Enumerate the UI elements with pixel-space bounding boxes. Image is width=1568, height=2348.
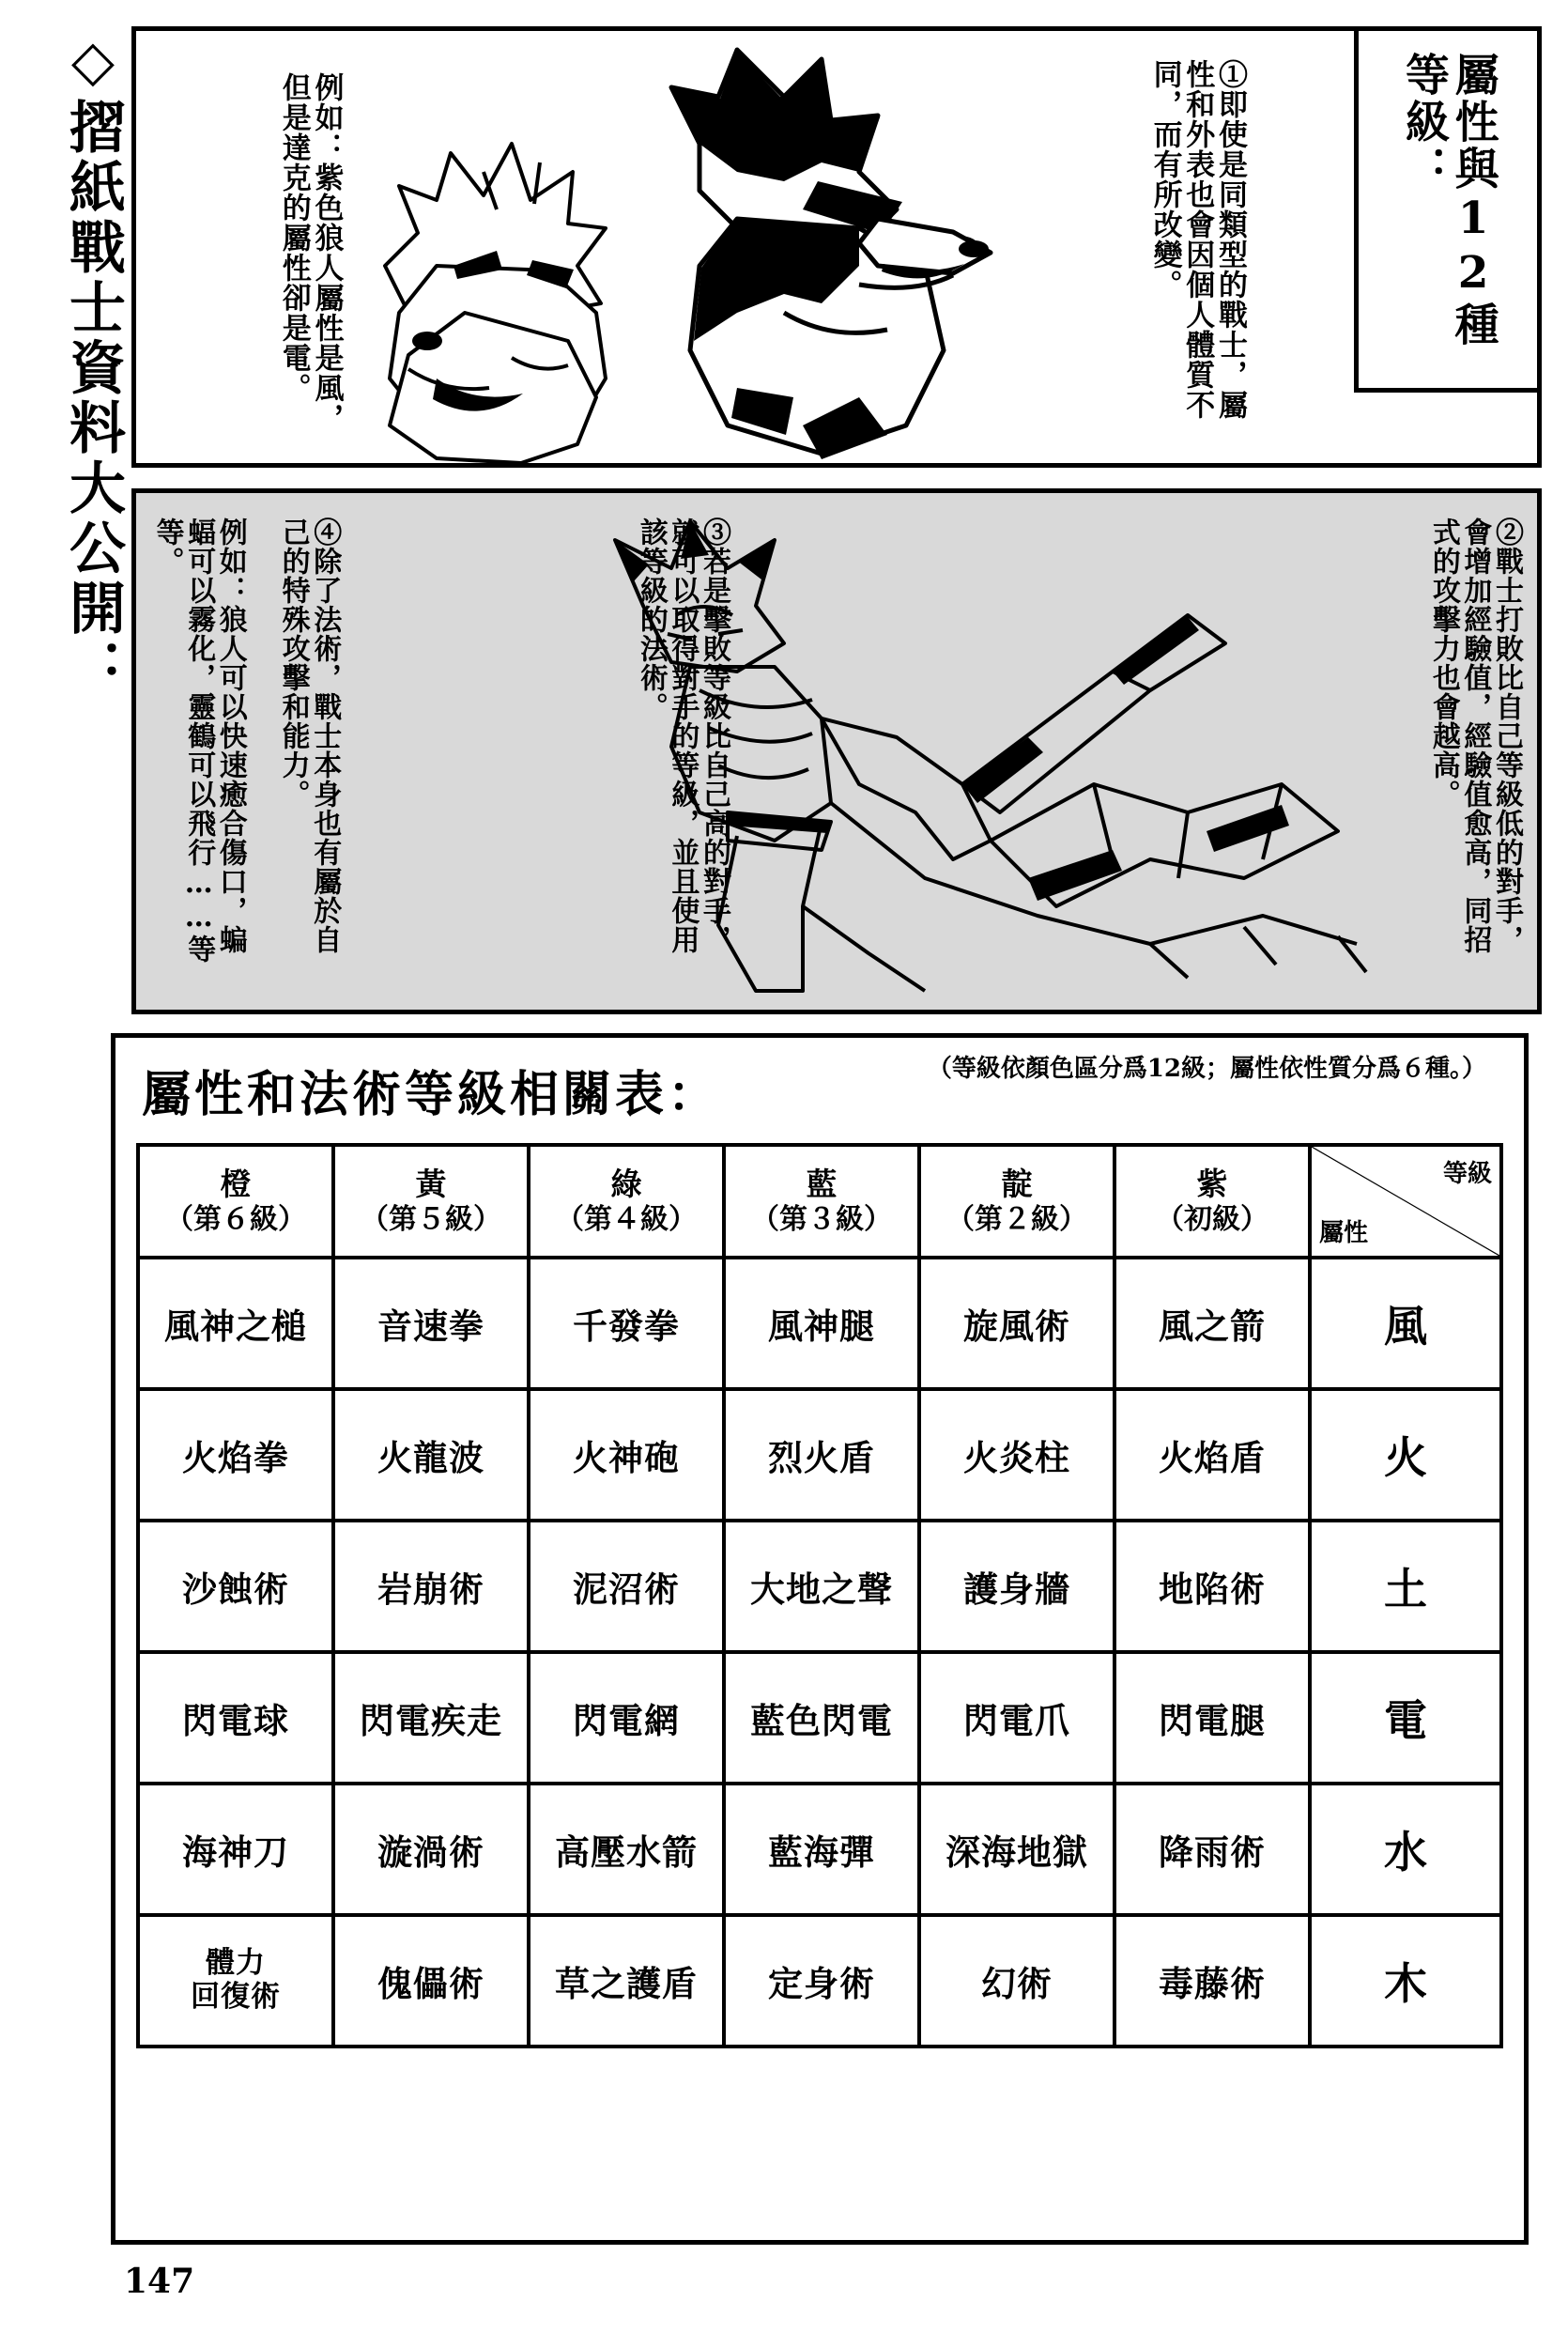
table-row bbox=[138, 1784, 1501, 1915]
spell-cell-2-4: 烈火盾 bbox=[724, 1389, 919, 1521]
page-number: 147 bbox=[124, 2262, 195, 2301]
spell-cell-4-1: 閃電球 bbox=[138, 1652, 333, 1784]
spell-cell-4-2: 閃電疾走 bbox=[333, 1652, 529, 1784]
column-header-4 bbox=[724, 1145, 919, 1258]
table-title: 屬性和法術等級相關表： bbox=[142, 1066, 721, 1123]
spell-cell-3-3: 泥沼術 bbox=[529, 1521, 724, 1652]
spell-cell-6-2: 傀儡術 bbox=[333, 1915, 529, 2047]
side-title-text: 摺紙戰士資料大公開： bbox=[60, 98, 126, 699]
spell-cell-6-6: 毒藤術 bbox=[1115, 1915, 1310, 2047]
spell-cell-1-6: 風之箭 bbox=[1115, 1258, 1310, 1389]
spell-cell-6-3: 草之護盾 bbox=[529, 1915, 724, 2047]
panel-two-note-5: 例如：狼人可以快速癒合傷口，蝙蝠可以霧化，靈鶴可以飛行……等等。 bbox=[150, 517, 247, 964]
table-header bbox=[115, 1038, 1524, 1141]
corner-level-label: 等級 bbox=[1442, 1160, 1492, 1188]
column-level: （第３級） bbox=[751, 1202, 892, 1236]
table-row bbox=[138, 1521, 1501, 1652]
panel-two-note-3: ③若是擊敗等級比自己高的對手，就可以取得對手的等級，並且使用該等級的法術。 bbox=[634, 517, 730, 954]
spell-cell-1-4: 風神腿 bbox=[724, 1258, 919, 1389]
attribute-label-6: 木 bbox=[1310, 1915, 1501, 2047]
spell-cell-4-6: 閃電腿 bbox=[1115, 1652, 1310, 1784]
spell-cell-2-3: 火神砲 bbox=[529, 1389, 724, 1521]
column-level: （第６級） bbox=[165, 1202, 306, 1236]
spell-grid bbox=[136, 1143, 1503, 2048]
spell-cell-1-5: 旋風術 bbox=[919, 1258, 1115, 1389]
spell-cell-5-3: 高壓水箭 bbox=[529, 1784, 724, 1915]
table-header-row bbox=[138, 1145, 1501, 1258]
spell-cell-5-4: 藍海彈 bbox=[724, 1784, 919, 1915]
column-color: 黃 bbox=[415, 1165, 447, 1202]
spell-cell-3-2: 岩崩術 bbox=[333, 1521, 529, 1652]
panel-one-note-1: ①即使是同類型的戰士，屬性和外表也會因個人體質不同，而有所改變。 bbox=[1147, 59, 1247, 420]
spell-cell-4-3: 閃電網 bbox=[529, 1652, 724, 1784]
attribute-levels-title-box bbox=[1354, 26, 1542, 393]
column-level: （第２級） bbox=[946, 1202, 1087, 1236]
corner-attr-label: 屬性 bbox=[1319, 1219, 1369, 1247]
table-row bbox=[138, 1652, 1501, 1784]
table-row bbox=[138, 1389, 1501, 1521]
spell-cell-2-2: 火龍波 bbox=[333, 1389, 529, 1521]
table-corner-cell bbox=[1310, 1145, 1501, 1258]
panel-two bbox=[131, 488, 1542, 1014]
panel-one bbox=[131, 26, 1542, 468]
column-color: 靛 bbox=[1001, 1165, 1033, 1202]
attribute-label-4: 電 bbox=[1310, 1652, 1501, 1784]
column-header-6 bbox=[1115, 1145, 1310, 1258]
column-level: （第５級） bbox=[361, 1202, 501, 1236]
spell-cell-5-5: 深海地獄 bbox=[919, 1784, 1115, 1915]
spell-cell-4-4: 藍色閃電 bbox=[724, 1652, 919, 1784]
spell-cell-3-6: 地陷術 bbox=[1115, 1521, 1310, 1652]
spell-cell-5-1: 海神刀 bbox=[138, 1784, 333, 1915]
attribute-spell-table bbox=[111, 1033, 1529, 2245]
spell-cell-3-4: 大地之聲 bbox=[724, 1521, 919, 1652]
table-row bbox=[138, 1915, 1501, 2047]
panel-two-note-4: ④除了法術，戰士本身也有屬於自己的特殊攻擊和能力。 bbox=[276, 517, 342, 954]
column-level: （第４級） bbox=[556, 1202, 697, 1236]
table-note: （等級依顏色區分爲12級；屬性依性質分爲６種。） bbox=[927, 1055, 1486, 1083]
spell-cell-2-5: 火炎柱 bbox=[919, 1389, 1115, 1521]
column-color: 紫 bbox=[1196, 1165, 1228, 1202]
spell-cell-5-2: 漩渦術 bbox=[333, 1784, 529, 1915]
column-header-1 bbox=[138, 1145, 333, 1258]
column-color: 藍 bbox=[806, 1165, 838, 1202]
spell-cell-5-6: 降雨術 bbox=[1115, 1784, 1310, 1915]
spell-cell-1-2: 音速拳 bbox=[333, 1258, 529, 1389]
spell-cell-6-1: 體力 回復術 bbox=[138, 1915, 333, 2047]
spell-cell-1-1: 風神之槌 bbox=[138, 1258, 333, 1389]
spell-cell-4-5: 閃電爪 bbox=[919, 1652, 1115, 1784]
spell-cell-6-4: 定身術 bbox=[724, 1915, 919, 2047]
column-header-2 bbox=[333, 1145, 529, 1258]
spell-cell-2-1: 火焰拳 bbox=[138, 1389, 333, 1521]
column-header-3 bbox=[529, 1145, 724, 1258]
column-color: 綠 bbox=[610, 1165, 642, 1202]
spell-cell-1-3: 千發拳 bbox=[529, 1258, 724, 1389]
attribute-label-1: 風 bbox=[1310, 1258, 1501, 1389]
panel-two-note-2: ②戰士打敗比自己等級低的對手，會增加經驗值，經驗值愈高，同招式的攻擊力也會越高。 bbox=[1426, 517, 1523, 954]
spell-cell-6-5: 幻術 bbox=[919, 1915, 1115, 2047]
attribute-label-5: 水 bbox=[1310, 1784, 1501, 1915]
column-color: 橙 bbox=[220, 1165, 252, 1202]
diamond-icon: ◇ bbox=[60, 28, 126, 98]
page-side-title bbox=[21, 28, 126, 1005]
attribute-levels-title: 屬性與12種等級： bbox=[1398, 52, 1499, 348]
two-wolf-warriors-illustration bbox=[296, 31, 1047, 463]
panel-one-note-2: 例如：紫色狼人屬性是風，但是達克的屬性卻是電。 bbox=[276, 72, 344, 433]
table-row bbox=[138, 1258, 1501, 1389]
spell-cell-3-1: 沙蝕術 bbox=[138, 1521, 333, 1652]
attribute-label-2: 火 bbox=[1310, 1389, 1501, 1521]
attribute-label-3: 土 bbox=[1310, 1521, 1501, 1652]
column-header-5 bbox=[919, 1145, 1115, 1258]
spell-cell-3-5: 護身牆 bbox=[919, 1521, 1115, 1652]
spell-cell-2-6: 火焰盾 bbox=[1115, 1389, 1310, 1521]
column-level: （初級） bbox=[1156, 1202, 1268, 1236]
